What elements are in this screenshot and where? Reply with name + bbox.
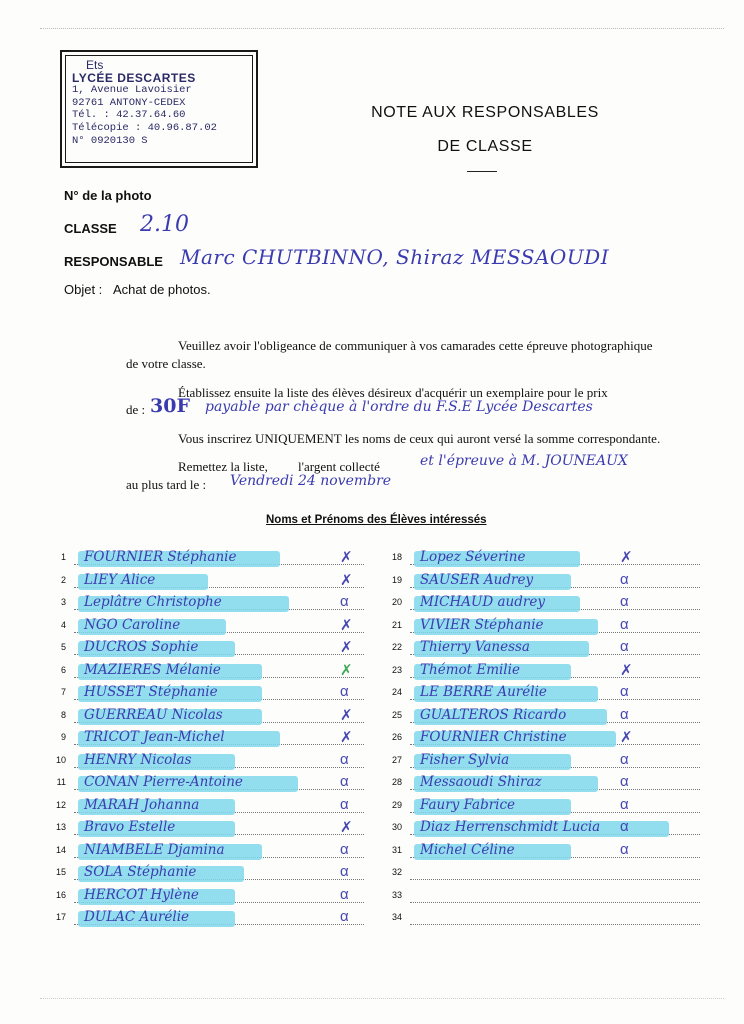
student-name: TRICOT Jean-Michel (84, 729, 225, 745)
row-number: 23 (391, 664, 402, 675)
row-number: 20 (391, 597, 402, 607)
objet-value: Achat de photos. (113, 282, 211, 297)
list-row (44, 661, 364, 683)
row-number: 27 (391, 754, 402, 765)
list-row (44, 863, 364, 885)
list-row (44, 773, 364, 795)
list-row (380, 683, 700, 705)
paid-check-mark: α (620, 795, 629, 813)
objet-label: Objet : (64, 282, 103, 297)
paid-check-mark: α (620, 773, 629, 790)
stamp-tel: Tél. : 42.37.64.60 (72, 109, 186, 122)
paid-check-mark: α (340, 863, 349, 880)
photo-number-label: N° de la photo (64, 188, 152, 203)
student-name: FOURNIER Stéphanie (84, 549, 237, 565)
student-name: Thierry Vanessa (420, 639, 530, 655)
payment-instructions: payable par chèque à l'ordre du F.S.E Lycée Descartes (205, 399, 593, 415)
list-row (380, 886, 700, 908)
paid-check-mark: ✗ (340, 706, 353, 724)
paid-check-mark: ✗ (340, 616, 353, 634)
paid-check-mark: α (620, 818, 629, 835)
student-name: NIAMBELE Djamina (84, 841, 225, 858)
paragraph-3: Vous inscrirez UNIQUEMENT les noms de ceux qui auront versé la somme correspondante. (178, 431, 661, 446)
paid-check-mark: α (620, 683, 629, 700)
school-stamp (60, 50, 258, 168)
list-row (44, 683, 364, 705)
paid-check-mark: ✗ (340, 571, 353, 589)
row-number: 4 (60, 619, 66, 630)
deliver-to: et l'épreuve à M. JOUNEAUX (420, 453, 628, 469)
list-row (44, 706, 364, 728)
student-name: Thémot Emilie (420, 661, 520, 678)
list-row (380, 571, 700, 593)
student-name: VIVIER Stéphanie (420, 616, 544, 633)
row-number: 33 (391, 889, 402, 900)
paragraph-4-line-2: au plus tard le : (126, 477, 207, 492)
list-row (44, 886, 364, 908)
paragraph-1-line-1: Veuillez avoir l'obligeance de communiquer à vos camarades cette épreuve photographique (178, 338, 653, 353)
row-number: 7 (60, 687, 66, 697)
list-row (380, 796, 700, 818)
row-number: 26 (391, 732, 402, 742)
student-name: Lopez Séverine (420, 549, 526, 565)
row-number: 18 (391, 552, 402, 562)
list-header: Noms et Prénoms des Élèves intéressés (266, 514, 487, 526)
deadline-value: Vendredi 24 novembre (230, 473, 392, 489)
list-row (380, 863, 700, 885)
student-name: GUERREAU Nicolas (84, 706, 223, 723)
list-row (380, 548, 700, 570)
list-row (44, 616, 364, 638)
stamp-fax: Télécopie : 40.96.87.02 (72, 121, 217, 134)
paid-check-mark: α (340, 795, 349, 813)
student-name: Fisher Sylvia (420, 751, 510, 768)
row-number: 10 (55, 754, 66, 765)
paid-check-mark: ✗ (620, 661, 633, 679)
student-name: HENRY Nicolas (84, 751, 192, 768)
paid-check-mark: α (340, 750, 349, 768)
row-number: 19 (391, 574, 402, 585)
row-number: 32 (391, 867, 402, 877)
student-name: DUCROS Sophie (84, 639, 199, 655)
row-number: 11 (56, 777, 66, 787)
student-name: Messaoudi Shiraz (420, 774, 542, 790)
paid-check-mark: ✗ (340, 661, 353, 679)
student-name: SAUSER Audrey (420, 571, 534, 588)
paid-check-mark: α (620, 570, 629, 588)
row-number: 22 (391, 642, 402, 652)
responsable-label: RESPONSABLE (64, 254, 163, 269)
student-name: Leplâtre Christophe (84, 594, 222, 610)
row-number: 15 (55, 867, 66, 877)
list-row (380, 661, 700, 683)
stamp-ets: Ets (86, 58, 104, 72)
stamp-school-name: LYCÉE DESCARTES (72, 70, 196, 85)
row-number: 5 (60, 642, 66, 652)
row-number: 21 (391, 619, 402, 630)
row-number: 16 (55, 889, 66, 900)
student-name: LIEY Alice (84, 571, 156, 588)
row-number: 34 (391, 912, 402, 922)
student-name: GUALTEROS Ricardo (420, 706, 567, 723)
paid-check-mark: α (340, 683, 349, 700)
row-number: 1 (60, 552, 66, 562)
student-name: NGO Caroline (84, 616, 181, 633)
top-dotted-edge (40, 28, 724, 29)
paragraph-2-line-1: Établissez ensuite la liste des élèves désireux d'acquérir un exemplaire pour le prix (178, 385, 608, 400)
list-row (380, 593, 700, 615)
paid-check-mark: α (620, 615, 629, 633)
student-name: MAZIERES Mélanie (84, 661, 221, 678)
list-row (44, 751, 364, 773)
paid-check-mark: ✗ (340, 549, 353, 566)
list-row (44, 818, 364, 840)
student-name: HERCOT Hylène (84, 886, 199, 903)
list-row (380, 751, 700, 773)
student-name: Michel Céline (420, 841, 515, 858)
stamp-city: 92761 ANTONY-CEDEX (72, 96, 186, 109)
bottom-dotted-edge (40, 998, 724, 999)
row-number: 8 (60, 709, 66, 720)
paid-check-mark: α (620, 840, 629, 858)
paid-check-mark: ✗ (620, 549, 633, 566)
paragraph-1-line-2: de votre classe. (126, 356, 206, 371)
row-number: 17 (55, 912, 66, 922)
paid-check-mark: α (620, 593, 629, 610)
row-dotted-line (410, 902, 700, 903)
row-number: 14 (55, 844, 66, 855)
list-row (380, 908, 700, 930)
paragraph-2-de: de : (126, 402, 146, 417)
paid-check-mark: α (340, 840, 349, 858)
row-number: 24 (391, 687, 402, 697)
row-number: 25 (391, 709, 402, 720)
student-name: HUSSET Stéphanie (84, 684, 218, 700)
student-name: MICHAUD audrey (420, 594, 545, 610)
list-row (380, 773, 700, 795)
paragraph-4-part-1: Remettez la liste, (178, 459, 268, 474)
paid-check-mark: ✗ (340, 729, 353, 746)
title-line-1: NOTE AUX RESPONSABLES (371, 104, 599, 121)
student-name: Diaz Herrenschmidt Lucia (420, 819, 601, 835)
student-name: SOLA Stéphanie (84, 864, 197, 880)
list-row (44, 548, 364, 570)
paid-check-mark: α (340, 885, 349, 903)
stamp-number: N° 0920130 S (72, 134, 148, 147)
paid-check-mark: α (620, 750, 629, 768)
row-dotted-line (410, 924, 700, 925)
paid-check-mark: α (620, 705, 629, 723)
page-title (330, 96, 640, 164)
student-name: DULAC Aurélie (84, 909, 190, 925)
responsable-value: Marc CHUTBINNO, Shiraz MESSAOUDI (180, 245, 610, 269)
list-row (44, 571, 364, 593)
student-name: MARAH Johanna (84, 796, 200, 813)
list-row (380, 728, 700, 750)
paid-check-mark: ✗ (340, 639, 353, 656)
paid-check-mark: α (340, 773, 349, 790)
price-value: 30F (150, 395, 190, 417)
list-row (380, 841, 700, 863)
stamp-address: 1, Avenue Lavoisier (72, 84, 192, 97)
paid-check-mark: α (340, 908, 349, 925)
row-number: 12 (55, 799, 66, 810)
student-name: CONAN Pierre-Antoine (84, 774, 243, 790)
list-row (44, 841, 364, 863)
list-row (44, 638, 364, 660)
title-line-2: DE CLASSE (437, 138, 533, 155)
paid-check-mark: ✗ (620, 729, 633, 746)
row-dotted-line (410, 879, 700, 880)
paid-check-mark: ✗ (340, 819, 353, 836)
list-row (380, 818, 700, 840)
paid-check-mark: α (340, 593, 349, 610)
row-number: 13 (55, 822, 66, 832)
list-row (44, 908, 364, 930)
list-row (380, 616, 700, 638)
paragraph-4-part-2: l'argent collecté (298, 459, 380, 474)
row-number: 30 (391, 822, 402, 832)
paid-check-mark: α (620, 638, 629, 655)
student-name: Faury Fabrice (420, 796, 516, 813)
row-number: 3 (60, 597, 66, 607)
title-underline (467, 171, 497, 172)
row-number: 29 (391, 799, 402, 810)
classe-label: CLASSE (64, 221, 117, 236)
list-row (44, 728, 364, 750)
classe-value: 2.10 (140, 212, 189, 237)
row-number: 6 (60, 664, 66, 675)
row-number: 28 (391, 777, 402, 787)
list-row (44, 796, 364, 818)
list-row (380, 706, 700, 728)
student-name: LE BERRE Aurélie (420, 684, 547, 700)
row-number: 9 (60, 732, 66, 742)
student-name: Bravo Estelle (84, 819, 176, 835)
row-number: 2 (60, 574, 66, 585)
student-name: FOURNIER Christine (420, 729, 567, 745)
list-row (380, 638, 700, 660)
row-number: 31 (391, 844, 402, 855)
list-row (44, 593, 364, 615)
